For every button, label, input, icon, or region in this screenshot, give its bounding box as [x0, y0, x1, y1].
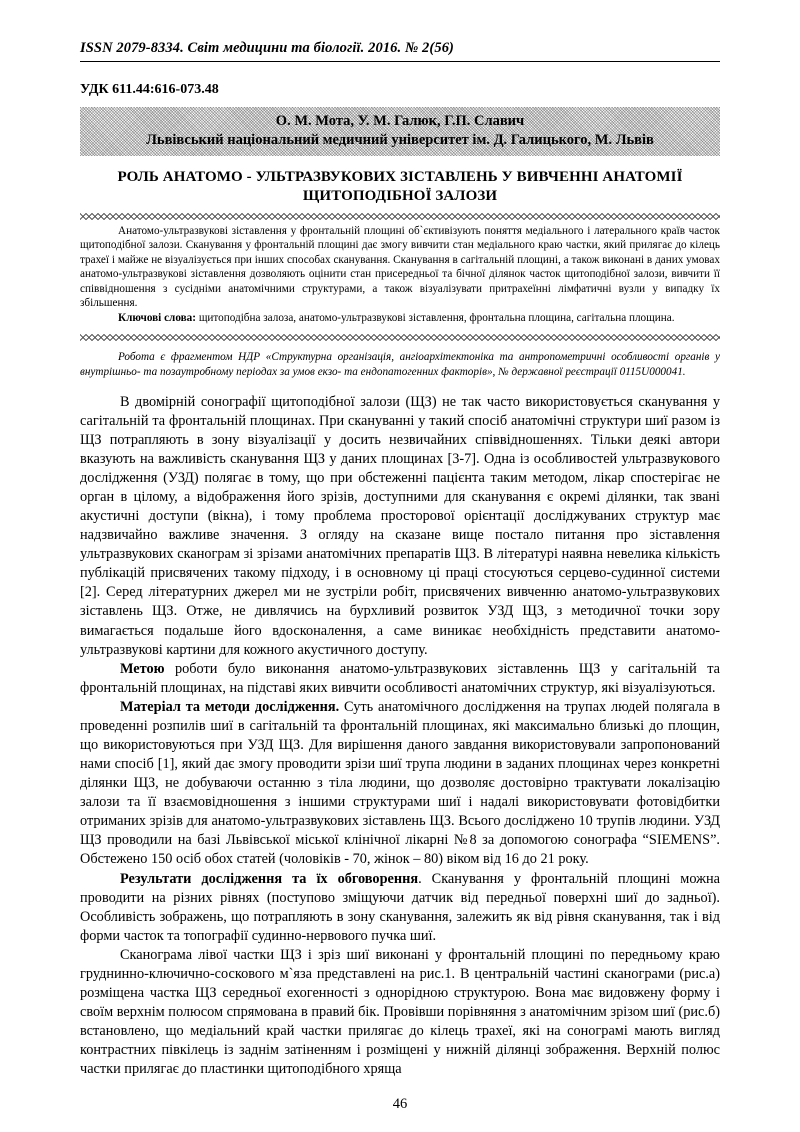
udc-code: УДК 611.44:616-073.48 [80, 82, 219, 97]
running-head-rule [80, 61, 720, 62]
aim-text: роботи було виконання анатомо-ультразвукових зіставленнь ЩЗ у сагітальній та фронтальній площинах, на підставі яких вивчити особливості анатомічних структур, які візуалізуються. [80, 660, 720, 696]
running-head: ISSN 2079-8334. Світ медицини та біології. 2016. № 2(56) [80, 40, 454, 56]
body-paragraph-3 [80, 698, 720, 870]
results-label: Результати дослідження та їх обговорення [120, 870, 419, 887]
keywords-label: Ключові слова: [118, 312, 197, 324]
keywords-values: щитоподібна залоза, анатомо-ультразвукові зіставлення, фронтальна площина, сагітальна площина. [198, 312, 675, 324]
author-affiliation: Львівський національний медичний університет ім. Д. Галицького, М. Львів [146, 132, 654, 149]
zigzag-separator-top [80, 213, 720, 220]
zigzag-separator-bottom [80, 334, 720, 341]
body-paragraph-2 [80, 660, 720, 698]
body-paragraph-4 [80, 870, 720, 946]
methods-label: Матеріал та методи дослідження. [120, 698, 340, 715]
aim-label: Метою [120, 660, 165, 677]
body-paragraph-1: В двомірній сонографії щитоподібної залози (ЩЗ) не так часто використовується сканування у сагітальній та фронтальній площинах. При скануванні у такий спосіб анатомічні структури шиї разом із ЩЗ потрапляють в зону візуалізації у досить незвичайних співвідношеннях. Тільки деякі автори вказують на важливість сканування ЩЗ у даних площинах [3-7]. Одна із особливостей ультразвукового дослідження (УЗД) полягає в тому, що при обстеженні пацієнта таким методом, лікар спостерігає не орган в цілому, а відображення його зрізів, доступними для сканування є окремі ділянки, так звані акустичні доступи (вікна), і тому проблема просторової орієнтації досліджуваних структур має надзвичайно важливе значення. З огляду на сказане вище постало питання про зіставлення ультразвукових сканограм зі зрізами анатомічних препаратів ЩЗ. В літературі наявна невелика кількість публікацій присвячених такому підходу, і в основному ці праці стосуються серцево-судинної системи [2]. Серед літературних джерел ми не зустріли робіт, присвячених вивченню анатомо-ультразвукових зіставлень ЩЗ. Отже, не дивлячись на бурхливий розвиток УЗД ЩЗ, з методичної точки зору вимагається подальше його вдосконалення, а саме виникає необхідність представити анатомо-ультразвукові картини для кожного акустичного доступу. [80, 393, 720, 658]
author-names: О. М. Мота, У. М. Галюк, Г.П. Славич [275, 113, 525, 129]
article-body [80, 393, 720, 1080]
keywords-line [80, 311, 720, 326]
methods-text: Суть анатомічного дослідження на трупах людей полягала в проведенні розпилів шиї в сагітальній та фронтальній площинах, які максимально близькі до площин, що використовуються при УЗД ЩЗ. Для вирішення даного завдання використовували запропонований нами спосіб [1], який дає змогу проводити зрізи шиї трупа людини в заданих площинах через конкретні ділянки ЩЗ, не добуваючи останню з тіла людини, що дозволяє достовірно трактувати локалізацію залози та її взаємовідношення з іншими структурами шиї і надалі використовувати фотовідбитки отриманих зрізів для анатомо-ультразвукових зіставлень ЩЗ. Всього досліджено 10 трупів людини. УЗД ЩЗ проводили на базі Львівської міської клінічної лікарні №8 за допомогою сонографа “SIEMENS”. Обстежено 150 осіб обох статей (чоловіків - 70, жінок – 80) віком від 16 до 21 року. [80, 698, 720, 868]
results-text: . Сканування у фронтальній площині можна проводити на різних рівнях (поступово зміщуючи датчик від передньої поверхні шиї до задньої). Особливість зображень, що потрапляють в зону сканування, залежить як від рівня сканування, так і від форми часток та топографії судинно-нервового пучка шиї. [80, 870, 720, 944]
title-line-2: ЩИТОПОДІБНОЇ ЗАЛОЗИ [302, 188, 498, 205]
funding-note-text: Робота є фрагментом НДР «Структурна організація, ангіоархітектоніка та антропометричні особливості органів у внутрішньо- та позаутробному періодах за умов екзо- та ендопатогенних факторів», № державної реєстрації 0115U000041. [80, 350, 720, 378]
abstract-text: Анатомо-ультразвукові зіставлення у фронтальній площині об`єктивізують поняття медіального і латерального країв часток щитоподібної залози. Сканування у фронтальній площині дає змогу вивчити стан медіального краю частки, який прилягає до кілець трахеї і майже не візуалізується при інших способах сканування. Сканування в сагітальній площині, а також виконані в даних умовах анатомо-ультразвукові зіставлення дозволяють оцінити стан присередньої та бічної ділянок часток щитоподібної залози, вивчити її співвідношення з сусідніми анатомічними структурами, а також візуалізувати притрахеїнні лімфатичні вузли у випадку їх збільшення. [80, 224, 720, 310]
body-paragraph-5: Сканограма лівої частки ЩЗ і зріз шиї виконані у фронтальній площині по передньому краю груднинно-ключично-соскового м`яза представлені на рис.1. В центральній частині сканограми (рис.а) розміщена частка ЩЗ середньої ехогенності з однорідною структурою. Вона має видовжену форму і своїм верхнім полюсом спрямована в правий бік. Провівши порівняння з анатомічним зрізом шиї (рис.б) встановлено, що медіальний край частки прилягає до кілець трахеї, які на сонограмі мають вигляд контрастних півкілець із заднім затіненням і розміщені у нижній ділянці зображення. Верхній полюс частки прилягає до пластинки щитоподібного хряща [80, 946, 720, 1078]
funding-note [80, 350, 720, 380]
authors-block [80, 107, 720, 156]
page-number: 46 [392, 1096, 408, 1112]
page-title [80, 168, 720, 206]
title-line-1: РОЛЬ АНАТОМО - УЛЬТРАЗВУКОВИХ ЗІСТАВЛЕНЬ У ВИВЧЕННІ АНАТОМІЇ [117, 169, 683, 186]
abstract-section [80, 224, 720, 326]
